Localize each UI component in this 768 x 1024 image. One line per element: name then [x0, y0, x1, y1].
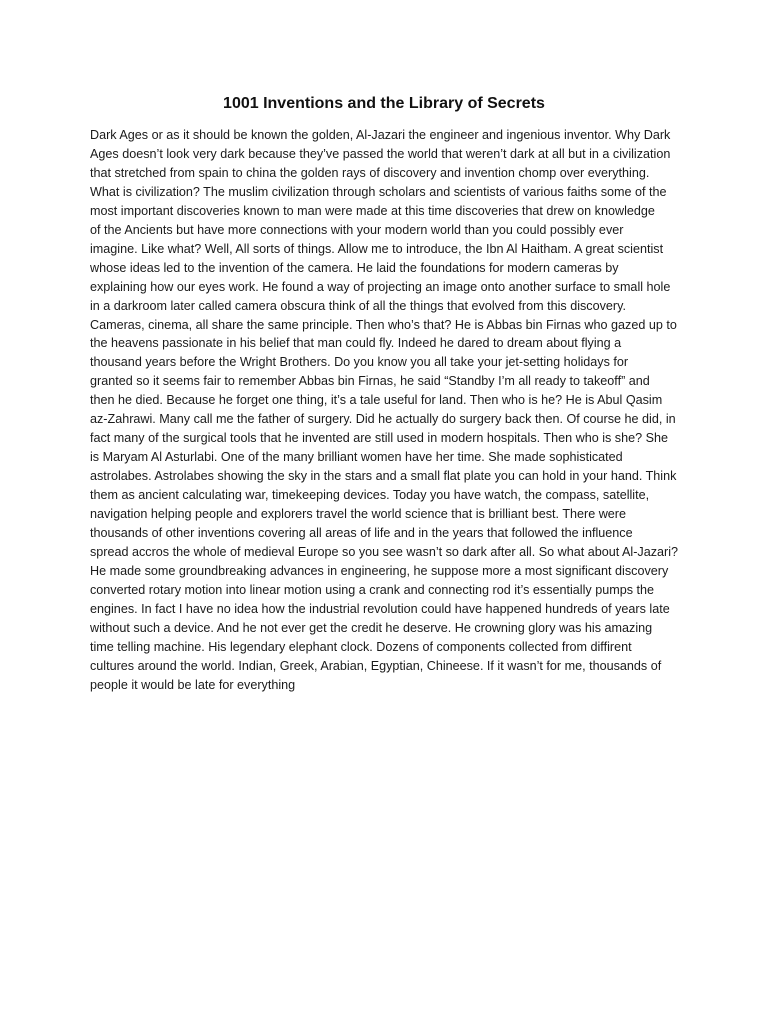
- text-line: spread accros the whole of medieval Europe so you see wasn’t so dark after all. So what about Al-Jazari?: [90, 544, 679, 559]
- text-line: thousands of other inventions covering all areas of life and in the years that followed the influence: [90, 526, 633, 541]
- text-line: Dark Ages or as it should be known the golden, Al-Jazari the engineer and ingenious inventor. Why Dark: [90, 128, 671, 142]
- text-line: is Maryam Al Asturlabi. One of the many brilliant women have her time. She made sophisticated: [90, 450, 623, 465]
- text-line: the heavens passionate in his belief that man could fly. Indeed he dared to dream about flying a: [90, 336, 622, 351]
- text-line: people it would be late for everything: [90, 677, 296, 692]
- text-line: converted rotary motion into linear motion using a crank and connecting rod it’s essentially pumps the: [90, 582, 654, 597]
- text-line: in a darkroom later called camera obscura think of all the things that evolved from this discovery.: [90, 298, 626, 313]
- text-line: cultures around the world. Indian, Greek, Arabian, Egyptian, Chineese. If it wasn’t for me, thousands of: [90, 658, 662, 673]
- text-line: most important discoveries known to man were made at this time discoveries that drew on knowledge: [90, 203, 655, 218]
- body-paragraph: [90, 126, 680, 695]
- text-line: navigation helping people and explorers travel the world science that is brilliant best. There were: [90, 507, 627, 522]
- text-line: without such a device. And he not ever get the credit he deserve. He crowning glory was his amazing: [90, 620, 653, 635]
- text-line: imagine. Like what? Well, All sorts of things. Allow me to introduce, the Ibn Al Haitham. A great scientist: [90, 241, 664, 256]
- text-line: az-Zahrawi. Many call me the father of surgery. Did he actually do surgery back then. Of course he did, in: [90, 412, 676, 427]
- text-line: fact many of the surgical tools that he invented are still used in modern hospitals. Then who is she? She: [90, 431, 669, 446]
- text-line: of the Ancients but have more connections with your modern world than you could possibly ever: [90, 222, 624, 237]
- text-line: What is civilization? The muslim civilization through scholars and scientists of various faiths some of the: [90, 184, 667, 199]
- text-line: Cameras, cinema, all share the same principle. Then who’s that? He is Abbas bin Firnas who gazed up to: [90, 317, 677, 332]
- text-line: whose ideas led to the invention of the camera. He laid the foundations for modern cameras by: [90, 260, 619, 275]
- text-line: Ages doesn’t look very dark because they’ve passed the world that weren’t dark at all but in a civilization: [90, 146, 671, 161]
- text-line: He made some groundbreaking advances in engineering, he suppose more a most significant discovery: [90, 563, 669, 578]
- text-line: time telling machine. His legendary elephant clock. Dozens of components collected from diffirent: [90, 639, 632, 654]
- page-title: 1001 Inventions and the Library of Secrets: [223, 95, 545, 112]
- text-line: then he died. Because he forget one thing, it’s a tale useful for land. Then who is he? He is Abul Qasim: [90, 393, 663, 408]
- text-line: that stretched from spain to china the golden rays of discovery and invention chomp over everything.: [90, 165, 650, 180]
- text-line: astrolabes. Astrolabes showing the sky in the stars and a small flat plate you can hold in your hand. Think: [90, 469, 677, 484]
- text-line: engines. In fact I have no idea how the industrial revolution could have happened hundreds of years late: [90, 601, 670, 616]
- text-line: thousand years before the Wright Brothers. Do you know you all take your jet-setting holidays for: [90, 355, 629, 370]
- text-line: granted so it seems fair to remember Abbas bin Firnas, he said “Standby I’m all ready to takeoff” and: [90, 374, 650, 389]
- text-line: explaining how our eyes work. He found a way of projecting an image onto another surface to small hole: [90, 279, 671, 294]
- text-line: them as ancient calculating war, timekeeping devices. Today you have watch, the compass, satellite,: [90, 488, 650, 503]
